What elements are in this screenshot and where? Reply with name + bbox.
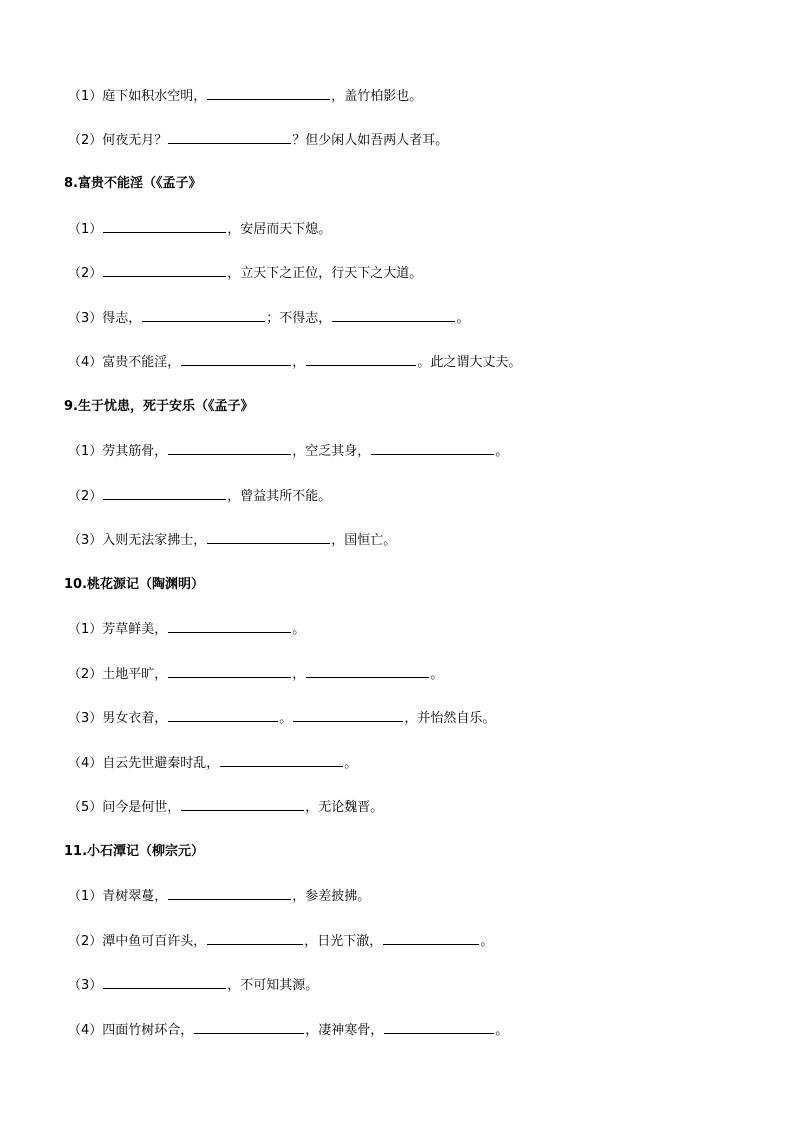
question-number: （1） xyxy=(68,222,103,237)
answer-blank[interactable] xyxy=(181,798,304,811)
question-line-8-3 xyxy=(68,309,469,328)
question-text: 芳草鲜美， xyxy=(102,622,168,637)
answer-blank[interactable] xyxy=(103,220,226,233)
question-text: ，立天下之正位，行天下之大道。 xyxy=(227,266,423,281)
question-text: 潭中鱼可百许头， xyxy=(102,934,207,949)
answer-blank[interactable] xyxy=(371,442,494,455)
question-line-11-2 xyxy=(68,932,493,951)
section-heading-11: 11.小石潭记（柳宗元） xyxy=(64,844,205,859)
question-text: 。 xyxy=(495,444,509,459)
section-heading-8: 8.富贵不能淫（《孟子》 xyxy=(64,176,202,191)
question-line-9-1 xyxy=(68,442,508,461)
question-number: （2） xyxy=(68,266,103,281)
answer-blank[interactable] xyxy=(332,309,455,322)
question-line-10-1 xyxy=(68,620,305,639)
question-number: （3） xyxy=(68,978,103,993)
question-text: 。 xyxy=(344,756,358,771)
answer-blank[interactable] xyxy=(168,709,278,722)
question-line-7-2 xyxy=(68,131,448,150)
answer-blank[interactable] xyxy=(103,487,226,500)
question-number: （4） xyxy=(68,355,103,370)
question-line-9-3 xyxy=(68,531,396,550)
answer-blank[interactable] xyxy=(103,264,226,277)
answer-blank[interactable] xyxy=(383,932,479,945)
question-text: 四面竹树环合， xyxy=(102,1023,194,1038)
question-text: 。 xyxy=(456,311,470,326)
question-number: （2） xyxy=(68,133,103,148)
question-line-10-4 xyxy=(68,754,357,773)
answer-blank[interactable] xyxy=(103,976,226,989)
question-text: ，安居而天下熄。 xyxy=(227,222,332,237)
answer-blank[interactable] xyxy=(168,887,291,900)
question-text: ，盖竹柏影也。 xyxy=(331,89,423,104)
question-text: 何夜无月？ xyxy=(102,133,168,148)
question-number: （2） xyxy=(68,667,103,682)
question-text: 。 xyxy=(279,711,293,726)
question-text: 。此之谓大丈夫。 xyxy=(417,355,522,370)
answer-blank[interactable] xyxy=(194,1021,304,1034)
section-heading-10: 10.桃花源记（陶渊明） xyxy=(64,577,205,592)
answer-blank[interactable] xyxy=(220,754,343,767)
question-text: ，国恒亡。 xyxy=(331,533,397,548)
question-text: ，凄神寒骨， xyxy=(305,1023,384,1038)
question-text: 男女衣着， xyxy=(102,711,168,726)
answer-blank[interactable] xyxy=(306,353,416,366)
question-number: （2） xyxy=(68,489,103,504)
question-line-11-4 xyxy=(68,1021,508,1040)
question-text: 富贵不能淫， xyxy=(102,355,181,370)
question-text: 。 xyxy=(292,622,306,637)
question-text: 青树翠蔓， xyxy=(102,889,168,904)
question-text: 问今是何世， xyxy=(102,800,181,815)
question-text: ，日光下澈， xyxy=(304,934,383,949)
question-text: ，不可知其源。 xyxy=(227,978,319,993)
answer-blank[interactable] xyxy=(306,665,429,678)
question-text: ，无论魏晋。 xyxy=(305,800,384,815)
question-number: （1） xyxy=(68,89,103,104)
question-text: ；不得志， xyxy=(266,311,332,326)
answer-blank[interactable] xyxy=(207,531,330,544)
answer-blank[interactable] xyxy=(181,353,291,366)
question-text: 。 xyxy=(495,1023,509,1038)
question-line-8-2 xyxy=(68,264,422,283)
question-number: （5） xyxy=(68,800,103,815)
question-text: 入则无法家拂士， xyxy=(102,533,207,548)
answer-blank[interactable] xyxy=(168,665,291,678)
question-number: （2） xyxy=(68,934,103,949)
question-text: 。 xyxy=(480,934,494,949)
question-line-8-4 xyxy=(68,353,521,372)
question-text: 庭下如积水空明， xyxy=(102,89,207,104)
question-text: ， xyxy=(292,667,306,682)
question-line-11-3 xyxy=(68,976,318,995)
question-text: ，曾益其所不能。 xyxy=(227,489,332,504)
question-line-7-1 xyxy=(68,87,422,106)
question-number: （1） xyxy=(68,889,103,904)
answer-blank[interactable] xyxy=(168,131,291,144)
answer-blank[interactable] xyxy=(142,309,265,322)
question-line-10-2 xyxy=(68,665,443,684)
question-line-9-2 xyxy=(68,487,331,506)
question-text: ？但少闲人如吾两人者耳。 xyxy=(292,133,449,148)
question-text: 劳其筋骨， xyxy=(102,444,168,459)
question-line-8-1 xyxy=(68,220,331,239)
answer-blank[interactable] xyxy=(207,932,303,945)
answer-blank[interactable] xyxy=(168,620,291,633)
question-number: （1） xyxy=(68,444,103,459)
question-number: （4） xyxy=(68,756,103,771)
question-line-10-3 xyxy=(68,709,495,728)
question-text: ，参差披拂。 xyxy=(292,889,371,904)
question-number: （1） xyxy=(68,622,103,637)
question-text: 土地平旷， xyxy=(102,667,168,682)
answer-blank[interactable] xyxy=(168,442,291,455)
question-line-10-5 xyxy=(68,798,383,817)
section-heading-9: 9.生于忧患，死于安乐（《孟子》 xyxy=(64,399,254,414)
question-number: （3） xyxy=(68,711,103,726)
question-number: （3） xyxy=(68,533,103,548)
question-text: 。 xyxy=(430,667,444,682)
question-text: ， xyxy=(292,355,306,370)
answer-blank[interactable] xyxy=(293,709,403,722)
answer-blank[interactable] xyxy=(384,1021,494,1034)
question-text: 自云先世避秦时乱， xyxy=(102,756,220,771)
question-text: ，并怡然自乐。 xyxy=(404,711,496,726)
question-line-11-1 xyxy=(68,887,370,906)
answer-blank[interactable] xyxy=(207,87,330,100)
question-text: ，空乏其身， xyxy=(292,444,371,459)
question-number: （3） xyxy=(68,311,103,326)
question-number: （4） xyxy=(68,1023,103,1038)
question-text: 得志， xyxy=(102,311,142,326)
